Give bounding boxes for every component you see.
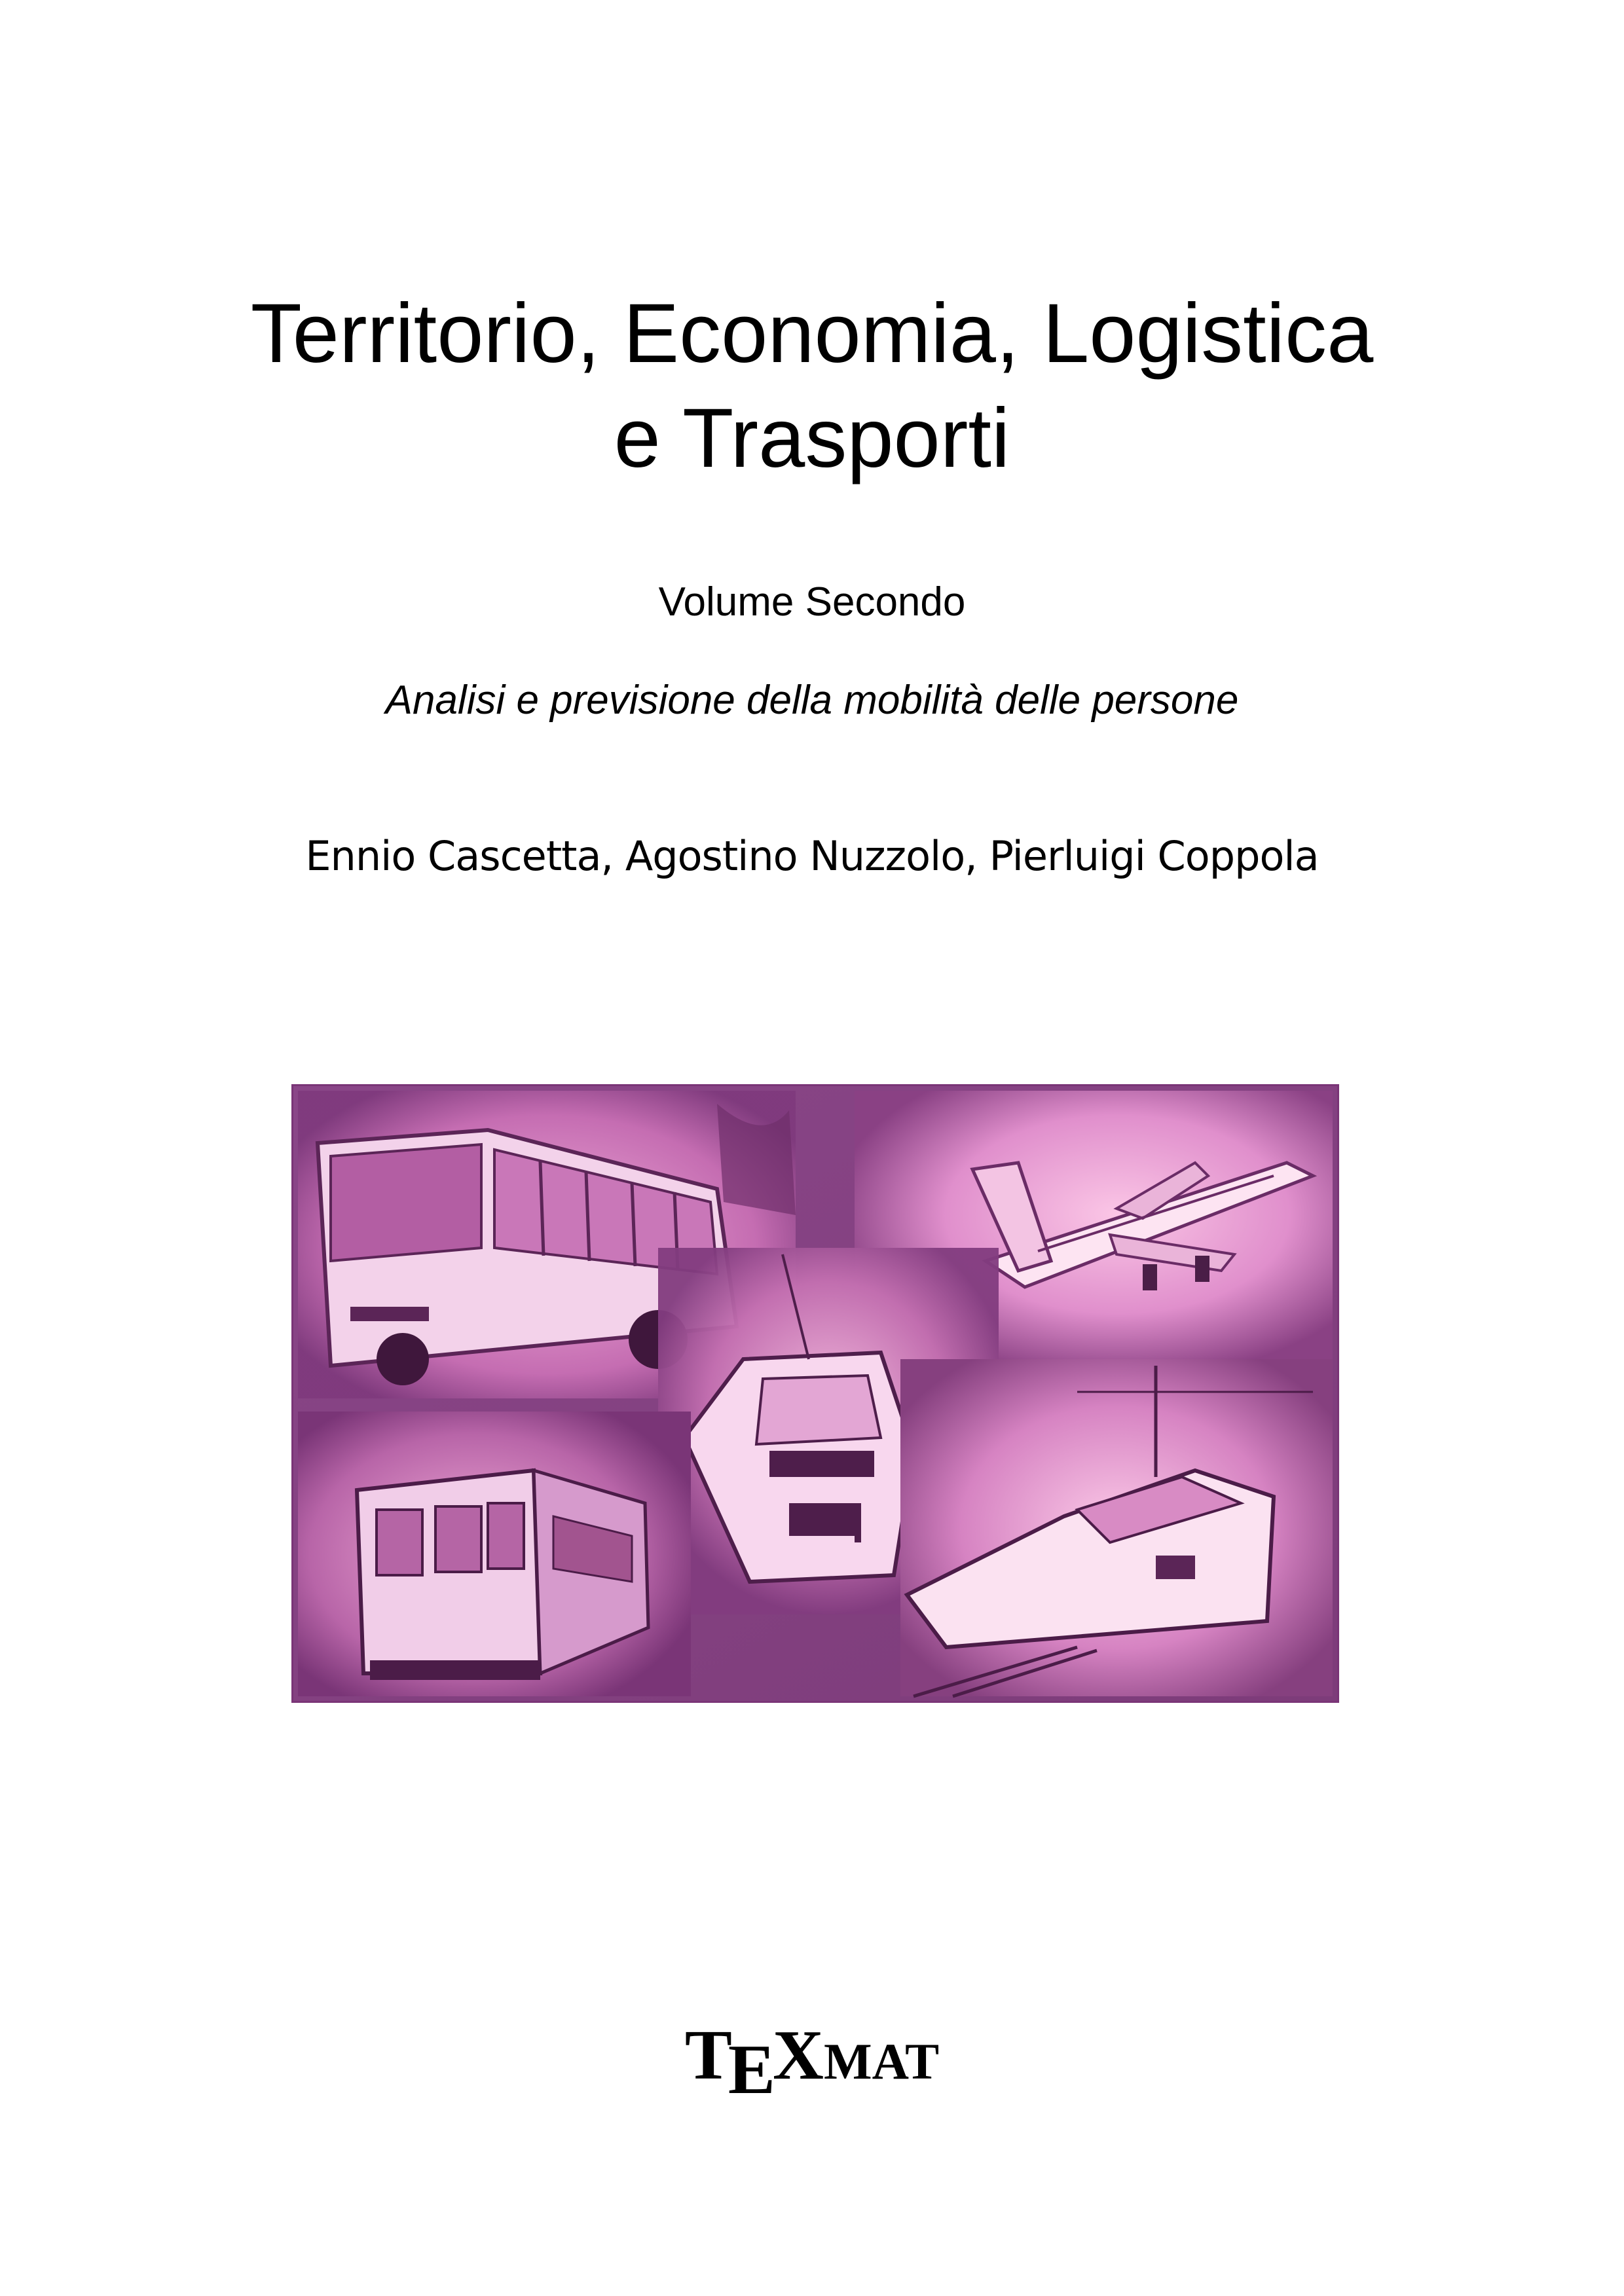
publisher-logo-t: T	[684, 2016, 732, 2094]
transport-collage-image	[291, 1084, 1339, 1703]
high-speed-train-image	[900, 1359, 1333, 1696]
title-line-1: Territorio, Economia, Logistica	[250, 287, 1374, 380]
title-line-2: e Trasporti	[614, 392, 1010, 485]
publisher-logo	[0, 2016, 1624, 2109]
book-title	[0, 282, 1624, 491]
tram-image	[298, 1412, 691, 1696]
publisher-logo-mat: MAT	[823, 2033, 940, 2090]
book-subtitle: Analisi e previsione della mobilità delle persone	[385, 678, 1239, 723]
publisher-logo-e: E	[728, 2031, 775, 2109]
publisher-logo-x: X	[772, 2016, 824, 2094]
authors: Ennio Cascetta, Agostino Nuzzolo, Pierluigi Coppola	[305, 832, 1319, 880]
volume-label: Volume Secondo	[658, 579, 966, 625]
